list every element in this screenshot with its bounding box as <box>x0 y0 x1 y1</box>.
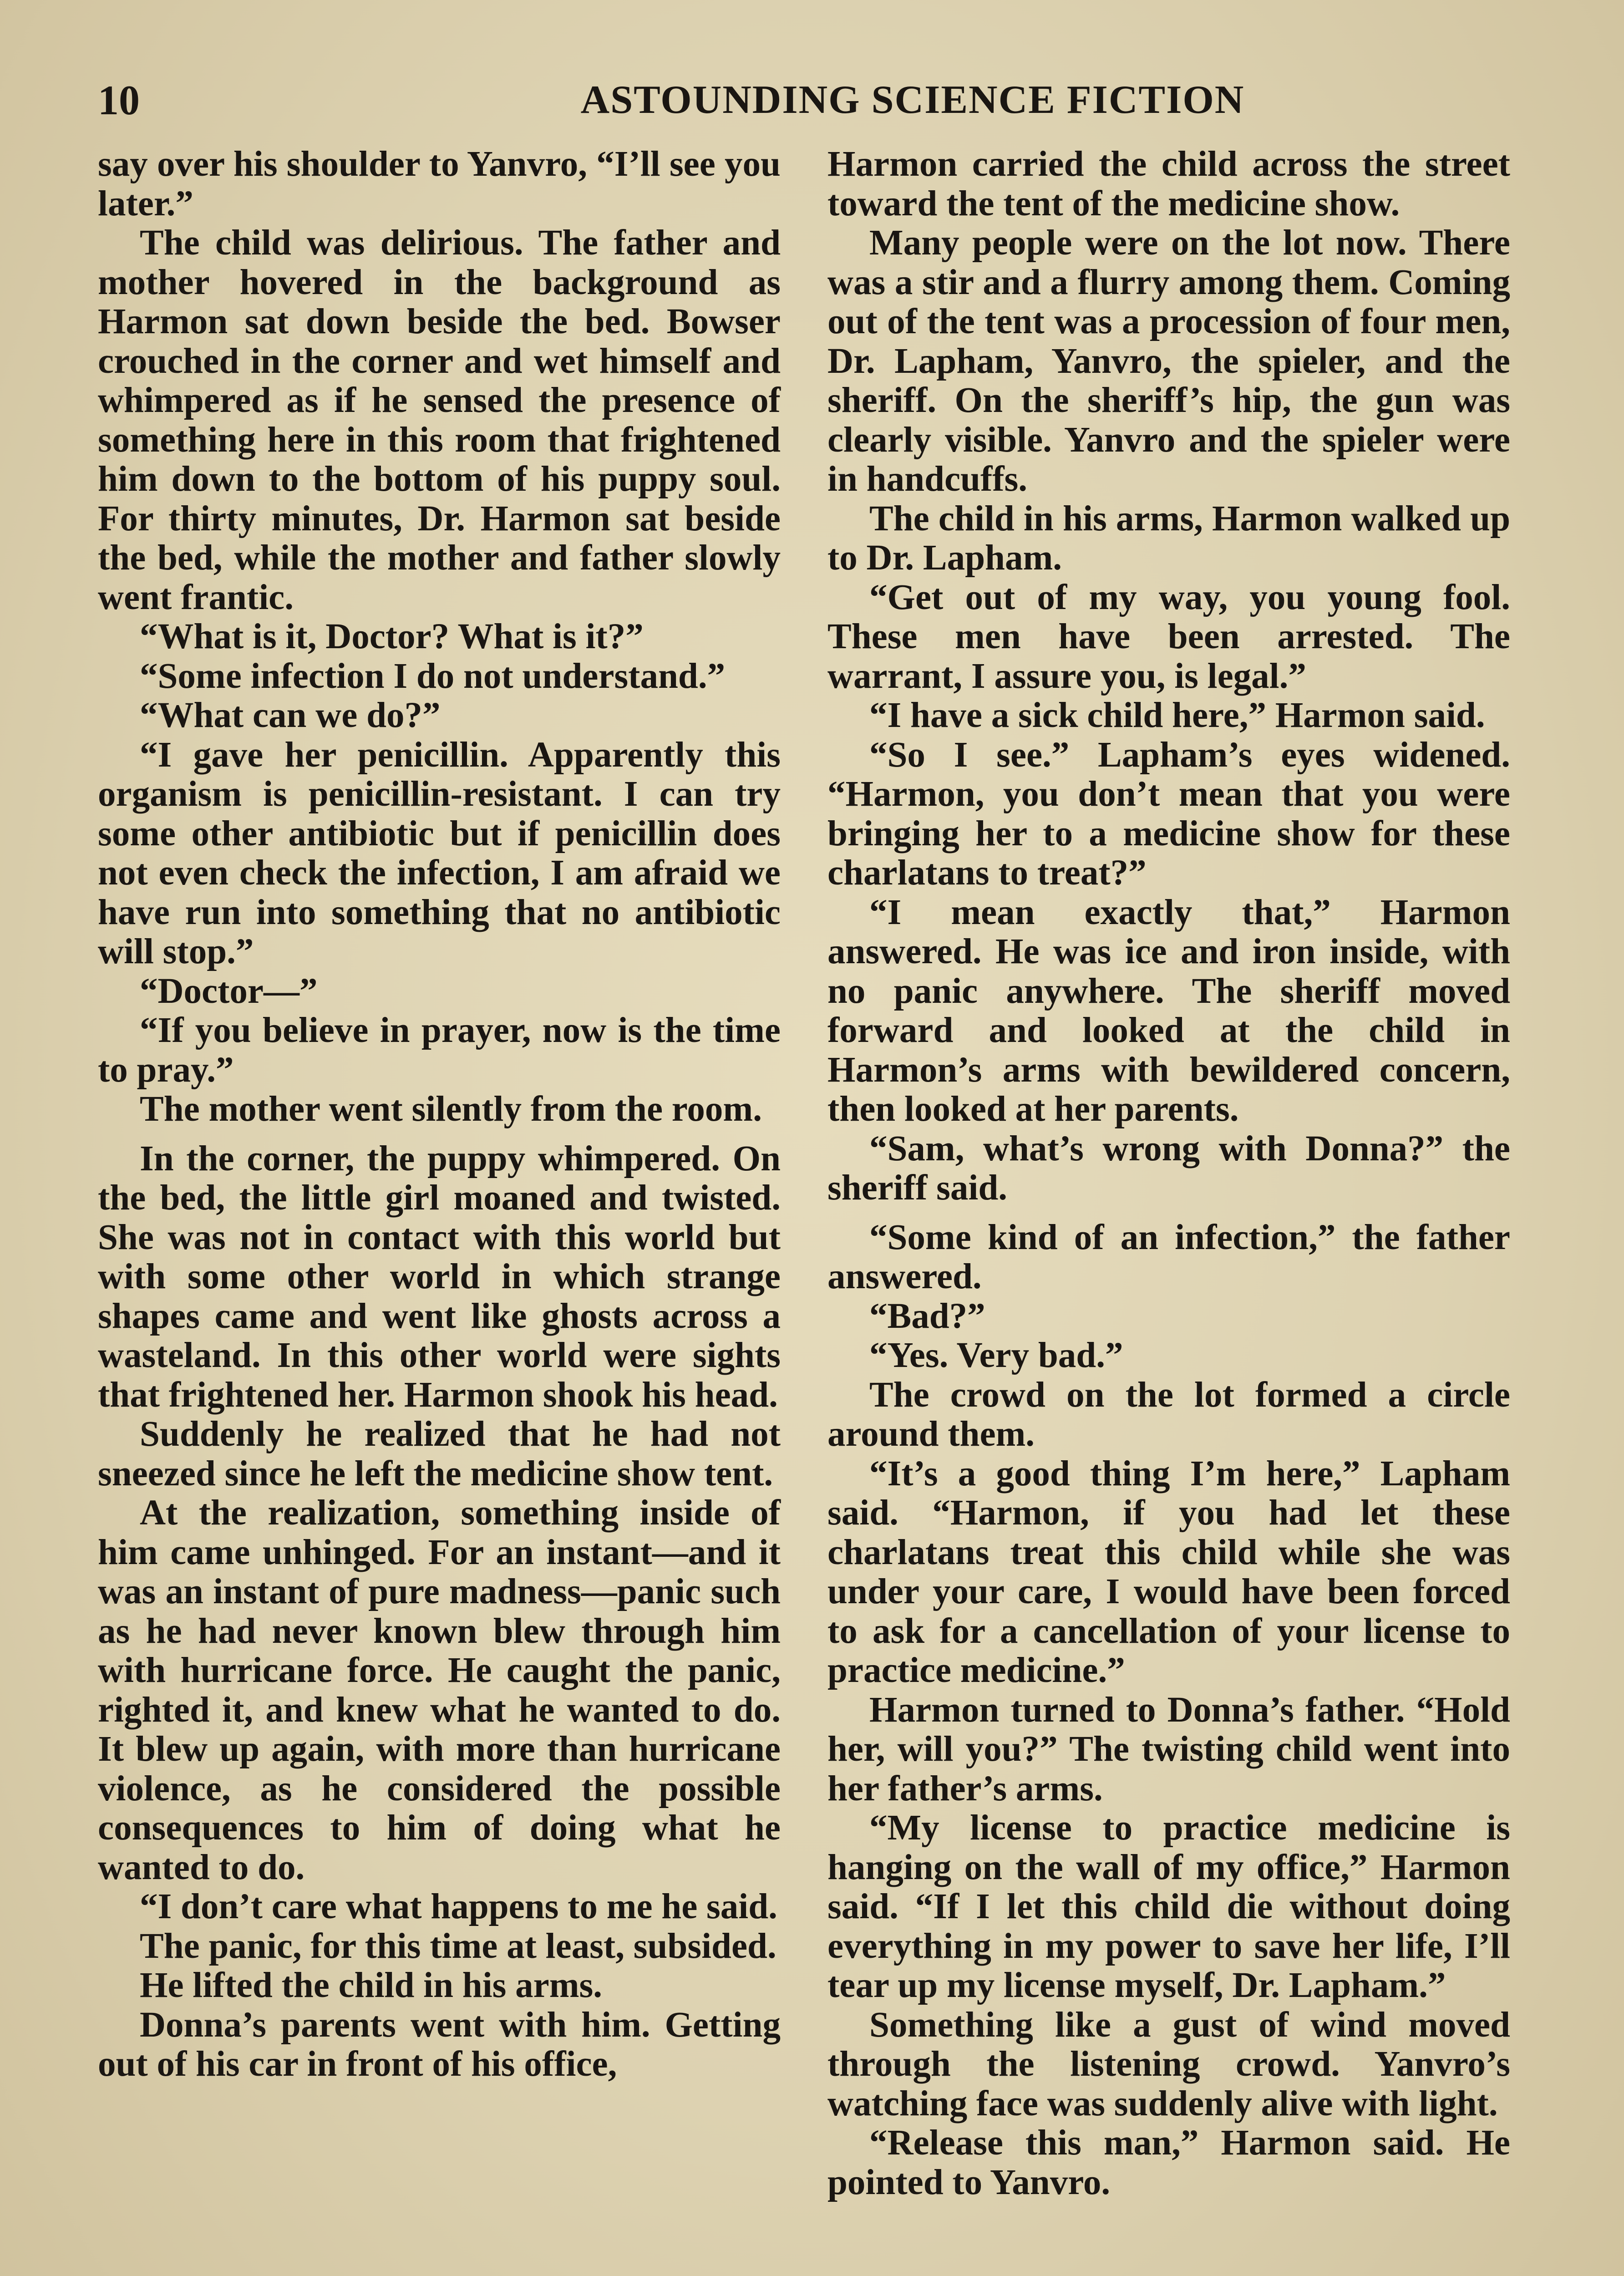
paragraph: “Some infection I do not understand.” <box>140 656 726 696</box>
paragraph: The crowd on the lot formed a circle around them. <box>827 1375 1510 1454</box>
paragraph: “It’s a good thing I’m here,” Lapham said. “Harmon, if you had let these charlatans treat this child while she was under your care, I would have been forced to ask for a cancellation of your license to practice medicine.” <box>827 1453 1510 1690</box>
paragraph: “Release this man,” Harmon said. He pointed to Yanvro. <box>827 2123 1510 2202</box>
paragraph: “What can we do?” <box>140 696 441 735</box>
paragraph: The mother went silently from the room. <box>140 1089 762 1129</box>
paragraph: He lifted the child in his arms. <box>140 1966 603 2005</box>
paragraph: “So I see.” Lapham’s eyes widened. “Harmon, you don’t mean that you were bringing her to a medicine show for these charlatans to treat?” <box>827 735 1510 893</box>
page-number: 10 <box>98 77 140 123</box>
left-column <box>98 145 781 2084</box>
paragraph: Donna’s parents went with him. Getting out of his car in front of his office, <box>98 2005 781 2084</box>
paragraph: “I have a sick child here,” Harmon said. <box>869 696 1485 735</box>
paragraph: The child was delirious. The father and mother hovered in the background as Harmon sat down beside the bed. Bowser crouched in the corner and wet himself and whimpered as if he sensed the presence of something here in this room that frightened him down to the bottom of his puppy soul. For thirty minutes, Dr. Harmon sat beside the bed, while the mother and father slowly went frantic. <box>98 223 781 617</box>
paragraph: “Doctor—” <box>140 971 318 1011</box>
paragraph: say over his shoulder to Yanvro, “I’ll see you later.” <box>98 144 781 224</box>
paragraph: “My license to practice medicine is hanging on the wall of my office,” Harmon said. “If I let this child die without doing everything in my power to save her life, I’ll tear up my license myself, Dr. Lapham.” <box>827 1808 1510 2005</box>
paragraph: Harmon turned to Donna’s father. “Hold her, will you?” The twisting child went into her father’s arms. <box>827 1690 1510 1809</box>
paragraph: Something like a gust of wind moved through the listening crowd. Yanvro’s watching face was suddenly alive with light. <box>827 2005 1510 2124</box>
paragraph: “I don’t care what happens to me he said. <box>140 1887 777 1926</box>
paragraph: Harmon carried the child across the street toward the tent of the medicine show. <box>827 144 1510 224</box>
paragraph: “Sam, what’s wrong with Donna?” the sheriff said. <box>827 1128 1510 1208</box>
paragraph: Many people were on the lot now. There was a stir and a flurry among them. Coming out of the tent was a procession of four men, Dr. Lapham, Yanvro, the spieler, and the sheriff. On the sheriff’s hip, the gun was clearly visible. Yanvro and the spieler were in handcuffs. <box>827 223 1510 499</box>
paragraph: “Some kind of an infection,” the father answered. <box>827 1217 1510 1296</box>
paragraph: “Bad?” <box>869 1296 985 1336</box>
paragraph: In the corner, the puppy whimpered. On the bed, the little girl moaned and twisted. She was not in contact with this world but with some other world in which strange shapes came and went like ghosts across a wasteland. In this other world were sights that frightened her. Harmon shook his head. <box>98 1138 781 1415</box>
running-title: ASTOUNDING SCIENCE FICTION <box>580 78 1245 122</box>
paragraph: At the realization, something inside of him came unhinged. For an instant—and it was an instant of pure madness—panic such as he had never known blew through him with hurricane force. He caught the panic, righted it, and knew what he wanted to do. It blew up again, with more than hurricane violence, as he considered the possible consequences to him of doing what he wanted to do. <box>98 1493 781 1887</box>
paragraph: “What is it, Doctor? What is it?” <box>140 617 644 656</box>
paragraph: “If you believe in prayer, now is the time to pray.” <box>98 1011 781 1090</box>
paragraph: The panic, for this time at least, subsided. <box>140 1926 776 1966</box>
paragraph: “I mean exactly that,” Harmon answered. He was ice and iron inside, with no panic anywhere. The sheriff moved forward and looked at the child in Harmon’s arms with bewildered concern, then looked at her parents. <box>827 892 1510 1129</box>
paragraph: The child in his arms, Harmon walked up to Dr. Lapham. <box>827 498 1510 578</box>
paragraph: “I gave her penicillin. Apparently this organism is penicillin-resistant. I can try some other antibiotic but if penicillin does not even check the infection, I am afraid we have run into something that no antibiotic will stop.” <box>98 735 781 971</box>
page-header <box>98 73 1527 127</box>
right-column <box>827 145 1510 2202</box>
paragraph: Suddenly he realized that he had not sneezed since he left the medicine show tent. <box>98 1414 781 1494</box>
paragraph: “Get out of my way, you young fool. These men have been arrested. The warrant, I assure you, is legal.” <box>827 577 1510 696</box>
paragraph: “Yes. Very bad.” <box>869 1336 1123 1375</box>
